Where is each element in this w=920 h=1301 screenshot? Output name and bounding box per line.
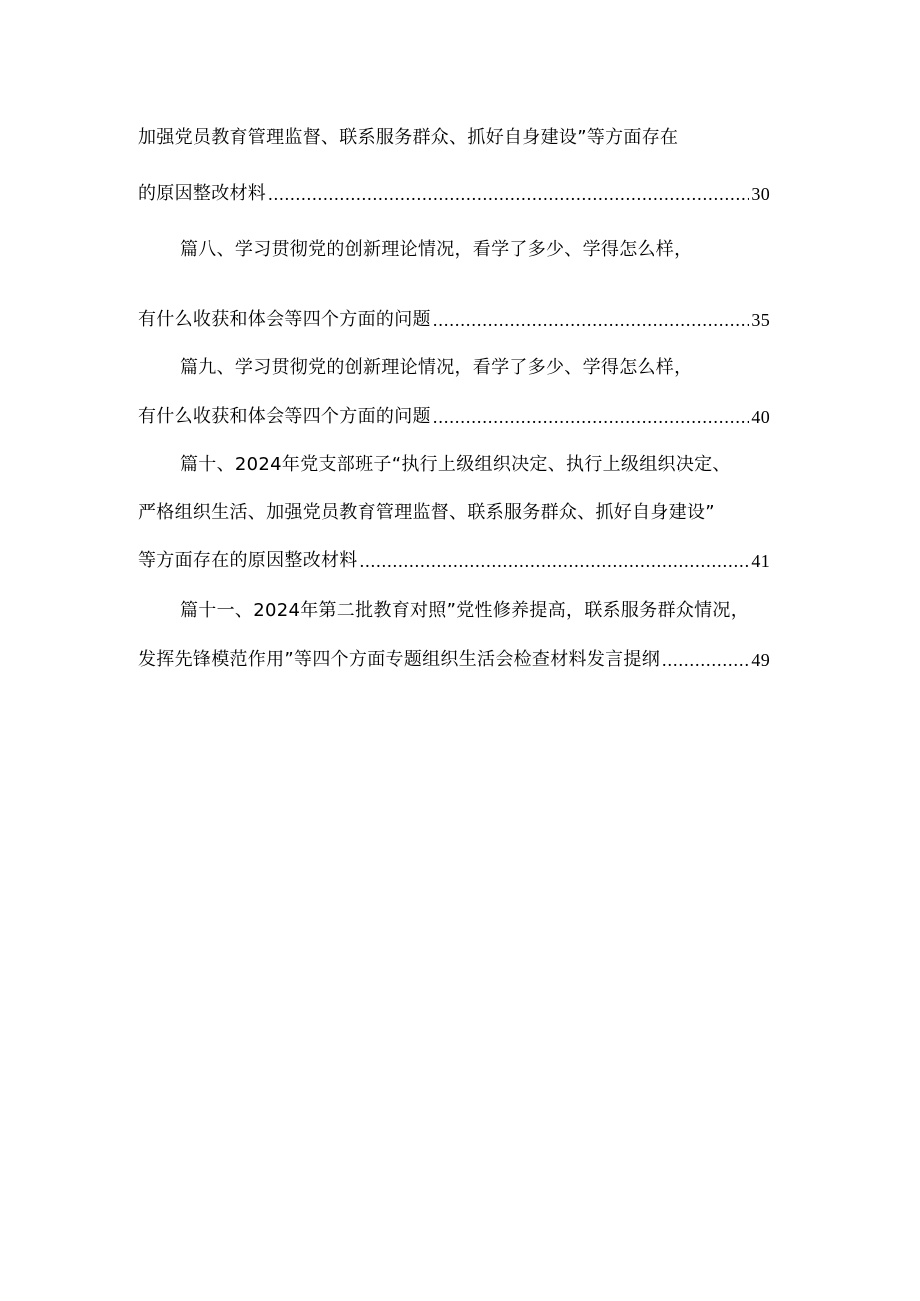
toc-entry[interactable] (138, 546, 770, 576)
toc-text-line: 严格组织生活、加强党员教育管理监督、联系服务群众、抓好自身建设” (138, 502, 715, 523)
toc-entry-title: 有什么收获和体会等四个方面的问题 (138, 309, 431, 330)
toc-page-number: 40 (751, 407, 770, 427)
dot-leader (662, 645, 749, 675)
toc-entry[interactable] (138, 645, 770, 675)
toc-page-number: 35 (751, 310, 770, 330)
toc-text-line: 篇九、学习贯彻党的创新理论情况，看学了多少、学得怎么样， (180, 357, 693, 378)
toc-entry[interactable] (138, 179, 770, 209)
toc-text-line: 篇八、学习贯彻党的创新理论情况，看学了多少、学得怎么样， (180, 239, 693, 260)
toc-text-line: 篇十、2024年党支部班子“执行上级组织决定、执行上级组织决定、 (180, 454, 731, 475)
toc-entry[interactable] (138, 402, 770, 432)
toc-page-number: 41 (751, 551, 770, 571)
toc-entry-title: 的原因整改材料 (138, 183, 267, 204)
toc-text-line: 篇十一、2024年第二批教育对照”党性修养提高，联系服务群众情况， (180, 600, 750, 621)
dot-leader (268, 179, 749, 209)
toc-text-line: 加强党员教育管理监督、联系服务群众、抓好自身建设”等方面存在 (138, 127, 679, 148)
toc-entry-title: 等方面存在的原因整改材料 (138, 550, 358, 571)
toc-page-number: 30 (751, 184, 770, 204)
toc-entry-title: 发挥先锋模范作用”等四个方面专题组织生活会检查材料发言提纲 (138, 649, 661, 670)
toc-entry-title: 有什么收获和体会等四个方面的问题 (138, 406, 431, 427)
toc-page-number: 49 (751, 650, 770, 670)
dot-leader (433, 305, 750, 335)
dot-leader (360, 546, 750, 576)
toc-entry[interactable] (138, 305, 770, 335)
dot-leader (433, 402, 750, 432)
